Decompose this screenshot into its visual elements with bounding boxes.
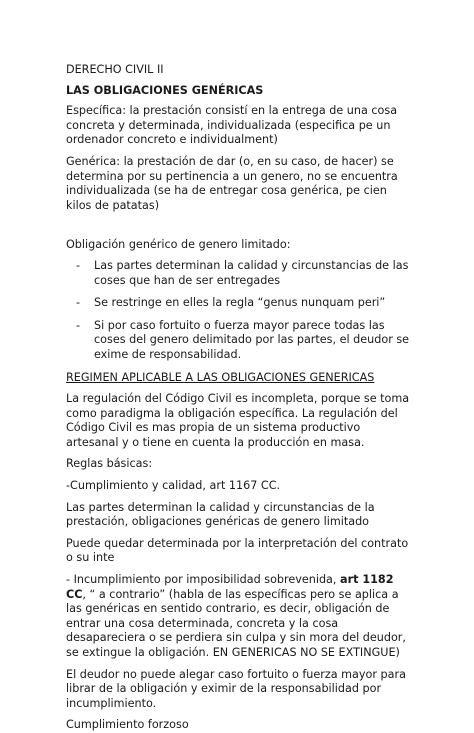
especifica-paragraph: Específica: la prestación consistí en la entrega de una cosa concreta y determinada, individualizada (especifica pe un ordenador concreto e individualment): [66, 104, 398, 147]
dash-bullet: -: [76, 258, 81, 272]
cumplimiento-forzoso: Cumplimiento forzoso: [66, 718, 189, 732]
dash-bullet: -: [76, 296, 81, 310]
incumplimiento-lead: - Incumplimiento por imposibilidad sobrevenida,: [66, 573, 341, 587]
list-item: [66, 319, 414, 363]
puede-paragraph: Puede quedar determinada por la interpretación del contrato o su inte: [66, 536, 409, 565]
list-item-text: Las partes determinan la calidad y circunstancias de las coses que han de ser entregades: [94, 258, 409, 287]
document-heading: DERECHO CIVIL II: [66, 63, 164, 76]
limitado-intro: Obligación genérico de genero limitado:: [66, 238, 291, 252]
reglas-basicas: Reglas básicas:: [66, 457, 153, 471]
blank-line: [66, 220, 414, 238]
cumplimiento-calidad: -Cumplimiento y calidad, art 1167 CC.: [66, 479, 281, 493]
section-title: LAS OBLIGACIONES GENÉRICAS: [66, 83, 264, 97]
regimen-title: REGIMEN APLICABLE A LAS OBLIGACIONES GENERICAS: [66, 370, 375, 384]
incumplimiento-rest: , “ a contrario” (habla de las específicas pero se aplica a las genéricas en sentido contrario, es decir, obligación de entrar una cosa determinada, concreta y la cosa desapareciera o se perdiera sin culpa y sin mora del deudor, se extingue la obligación. EN GENERICAS NO SE EXTINGUE): [66, 587, 406, 659]
list-item: [66, 259, 414, 288]
limitado-list: [66, 259, 414, 363]
regulacion-paragraph: La regulación del Código Civil es incompleta, porque se toma como paradigma la obligación específica. La regulación del Código Civil es mas propia de un sistema productivo artesanal y o tiene en cuenta la producción en masa.: [66, 392, 410, 449]
list-item-text: Se restringe en elles la regla “genus nunquam peri”: [94, 296, 386, 310]
dash-bullet: -: [76, 318, 81, 332]
generica-paragraph: Genérica: la prestación de dar (o, en su caso, de hacer) se determina por su pertinencia a un genero, no se encuentra individualizada (se ha de entregar cosa genérica, pe cien kilos de patatas): [66, 154, 398, 212]
partes-paragraph: Las partes determinan la calidad y circunstancias de la prestación, obligaciones genéricas de genero limitado: [66, 500, 375, 529]
list-item-text: Si por caso fortuito o fuerza mayor parece todas las coses del genero delimitado por las partes, el deudor se exime de responsabilidad.: [94, 318, 410, 361]
deudor-paragraph: El deudor no puede alegar caso fortuito o fuerza mayor para librar de la obligación y eximir de la responsabilidad por incumplimiento.: [66, 667, 406, 710]
incumplimiento-paragraph: [66, 573, 414, 661]
list-item: [66, 296, 414, 311]
article-reference: art 1182 CC: [66, 573, 394, 601]
